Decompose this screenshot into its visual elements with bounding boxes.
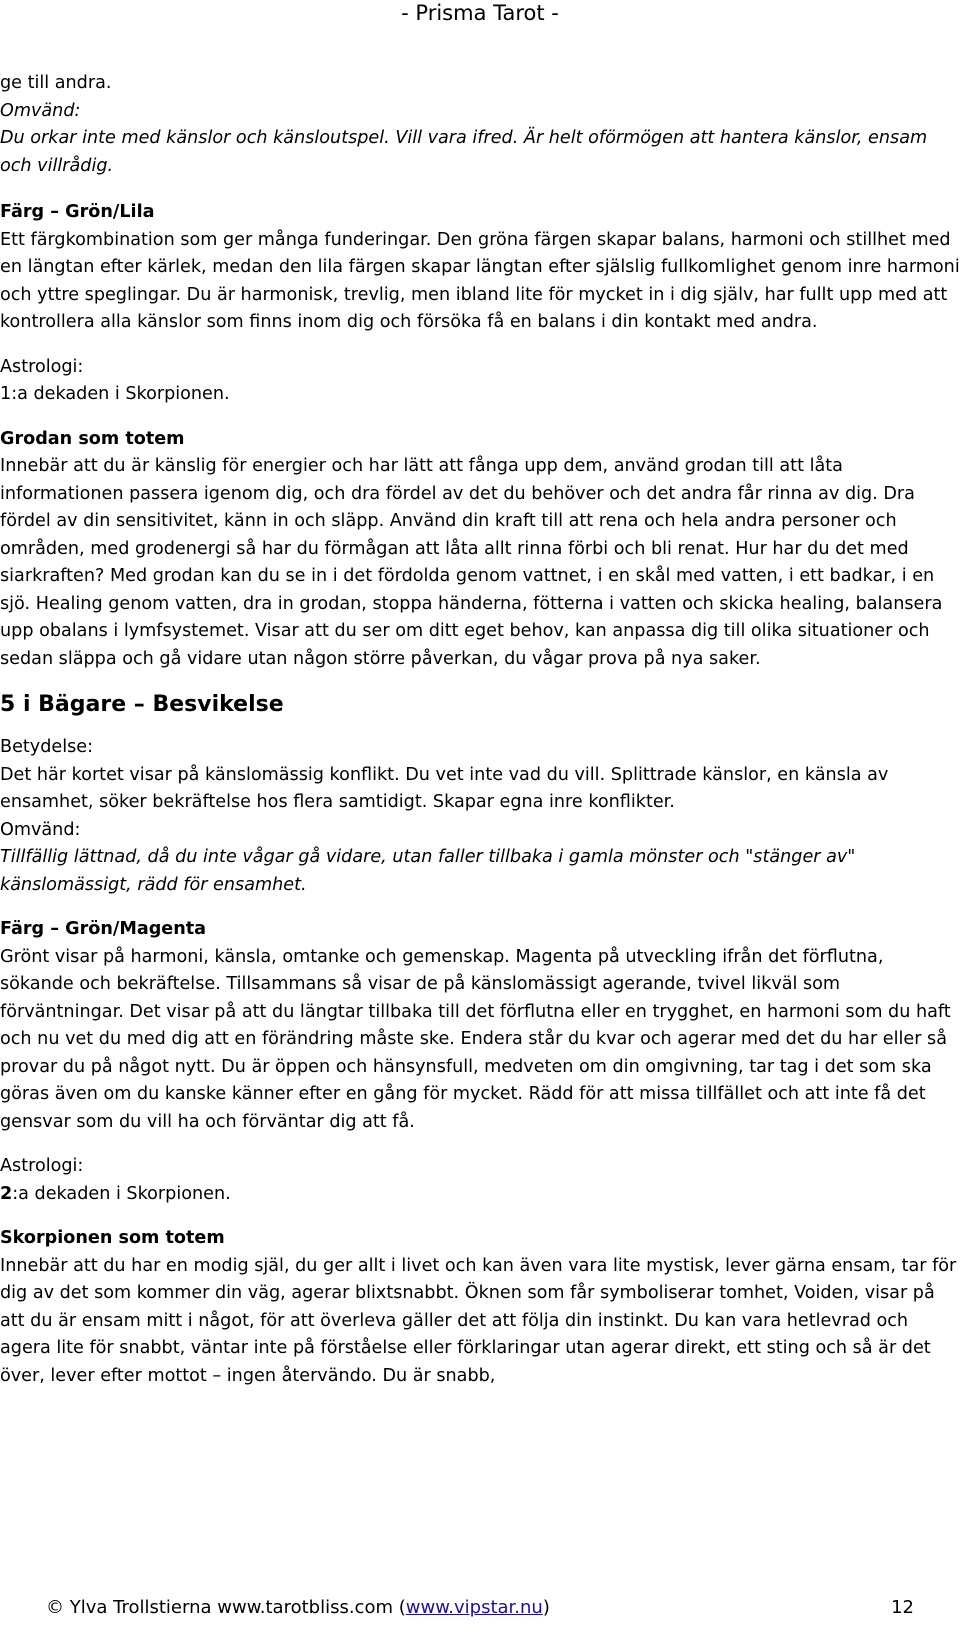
totem-heading: Skorpionen som totem xyxy=(0,1228,225,1248)
page-number: 12 xyxy=(891,1597,914,1618)
page-content xyxy=(0,70,960,1390)
reversed-text: Tillfällig lättnad, då du inte vågar gå vidare, utan faller tillbaka i gamla mönster och "stänger av" känslomässigt, rädd för ensamhet. xyxy=(0,847,856,895)
color-text: Ett färgkombination som ger många funderingar. Den gröna färgen skapar balans, harmoni och stillhet med en längtan efter kärlek, medan den lila färgen skapar längtan efter själslig fullkomlighet genom inre harmoni och yttre speglingar. Du är harmonisk, trevlig, men ibland lite för mycket in i dig själv, har fullt upp med att kontrollera alla känslor som finns inom dig och försöka få en balans i din kontakt med andra. xyxy=(0,229,960,332)
astrology-text: 1:a dekaden i Skorpionen. xyxy=(0,384,230,404)
color-text: Grönt visar på harmoni, känsla, omtanke och gemenskap. Magenta på utveckling ifrån det förflutna, sökande och bekräftelse. Tillsammans så visar de på känslomässigt agerande, tvivel likväl som förväntningar. Det visar på att du längtar tillbaka till det förflutna eller en trygghet, en harmoni som du haft och nu vet du med dig att en förändring måste ske. Endera står du kvar och agerar med det du har eller så provar du på något nytt. Du är öppen och hänsynsfull, medveten om din omgivning, tar tag i det som ska göras även om du kanske känner efter en gång för mycket. Rädd för att missa tillfället och att inte få det gensvar som du vill ha och förväntar dig att få. xyxy=(0,946,951,1132)
decade-number: 2 xyxy=(0,1183,13,1204)
page-header: - Prisma Tarot - xyxy=(401,1,559,25)
color-heading: Färg – Grön/Magenta xyxy=(0,919,207,939)
astrology-label: Astrologi: xyxy=(0,356,84,377)
totem-text: Innebär att du är känslig för energier och har lätt att fånga upp dem, använd grodan till att låta informationen passera igenom dig, och dra fördel av det du behöver och det andra får rinna av dig. Dra fördel av din sensitivitet, känn in och släpp. Använd din kraft till att rena och hela andra personer och områden, med grodenergi så har du förmågan att låta allt rinna förbi och bli renat. Hur har du det med siarkraften? Med grodan kan du se in i det fördolda genom vattnet, i en skål med vatten, i ett badkar, i en sjö. Healing genom vatten, dra in grodan, stoppa händerna, fötterna i vatten och skicka healing, balansera upp obalans i lymfsystemet. Visar att du ser om ditt eget behov, kan anpassa dig till olika situationer och sedan släppa och gå vidare utan någon större påverkan, du vågar prova på nya saker. xyxy=(0,456,943,669)
card-title: 5 i Bägare – Besvikelse xyxy=(0,692,284,717)
copyright-close: ) xyxy=(542,1597,550,1618)
reversed-text: Du orkar inte med känslor och känsloutspel. Vill vara ifred. Är helt oförmögen att hantera känslor, ensam och villrådig. xyxy=(0,128,928,176)
reversed-label: Omvänd: xyxy=(0,100,81,121)
copyright-text: © Ylva Trollstierna www.tarotbliss.com ( xyxy=(46,1597,406,1618)
color-heading: Färg – Grön/Lila xyxy=(0,202,155,222)
continued-text: ge till andra. xyxy=(0,73,112,93)
totem-heading: Grodan som totem xyxy=(0,428,185,449)
astrology-label: Astrologi: xyxy=(0,1156,84,1176)
vipstar-link[interactable]: www.vipstar.nu xyxy=(405,1597,543,1618)
meaning-label: Betydelse: xyxy=(0,737,94,757)
totem-text: Innebär att du har en modig själ, du ger allt i livet och kan även vara lite mystisk, lever gärna ensam, tar för dig av det som kommer din väg, agerar blixtsnabbt. Öknen som får symboliserar tomhet, Voiden, visar på att du är ensam mitt i något, för att överleva gäller det att följa din instinkt. Du kan vara hetlevrad och agera lite för snabbt, väntar inte på förståelse eller förklaringar utan agerar direkt, ett sting och så är det över, lever efter mottot – ingen återvändo. Du är snabb, xyxy=(0,1255,957,1386)
footer-credit xyxy=(46,1596,550,1620)
astrology-text xyxy=(0,1181,960,1209)
decade-text: :a dekaden i Skorpionen. xyxy=(12,1183,231,1204)
meaning-text: Det här kortet visar på känslomässig konflikt. Du vet inte vad du vill. Splittrade känslor, en känsla av ensamhet, söker bekräftelse hos flera samtidigt. Skapar egna inre konflikter. xyxy=(0,764,889,812)
reversed-label: Omvänd: xyxy=(0,819,81,840)
